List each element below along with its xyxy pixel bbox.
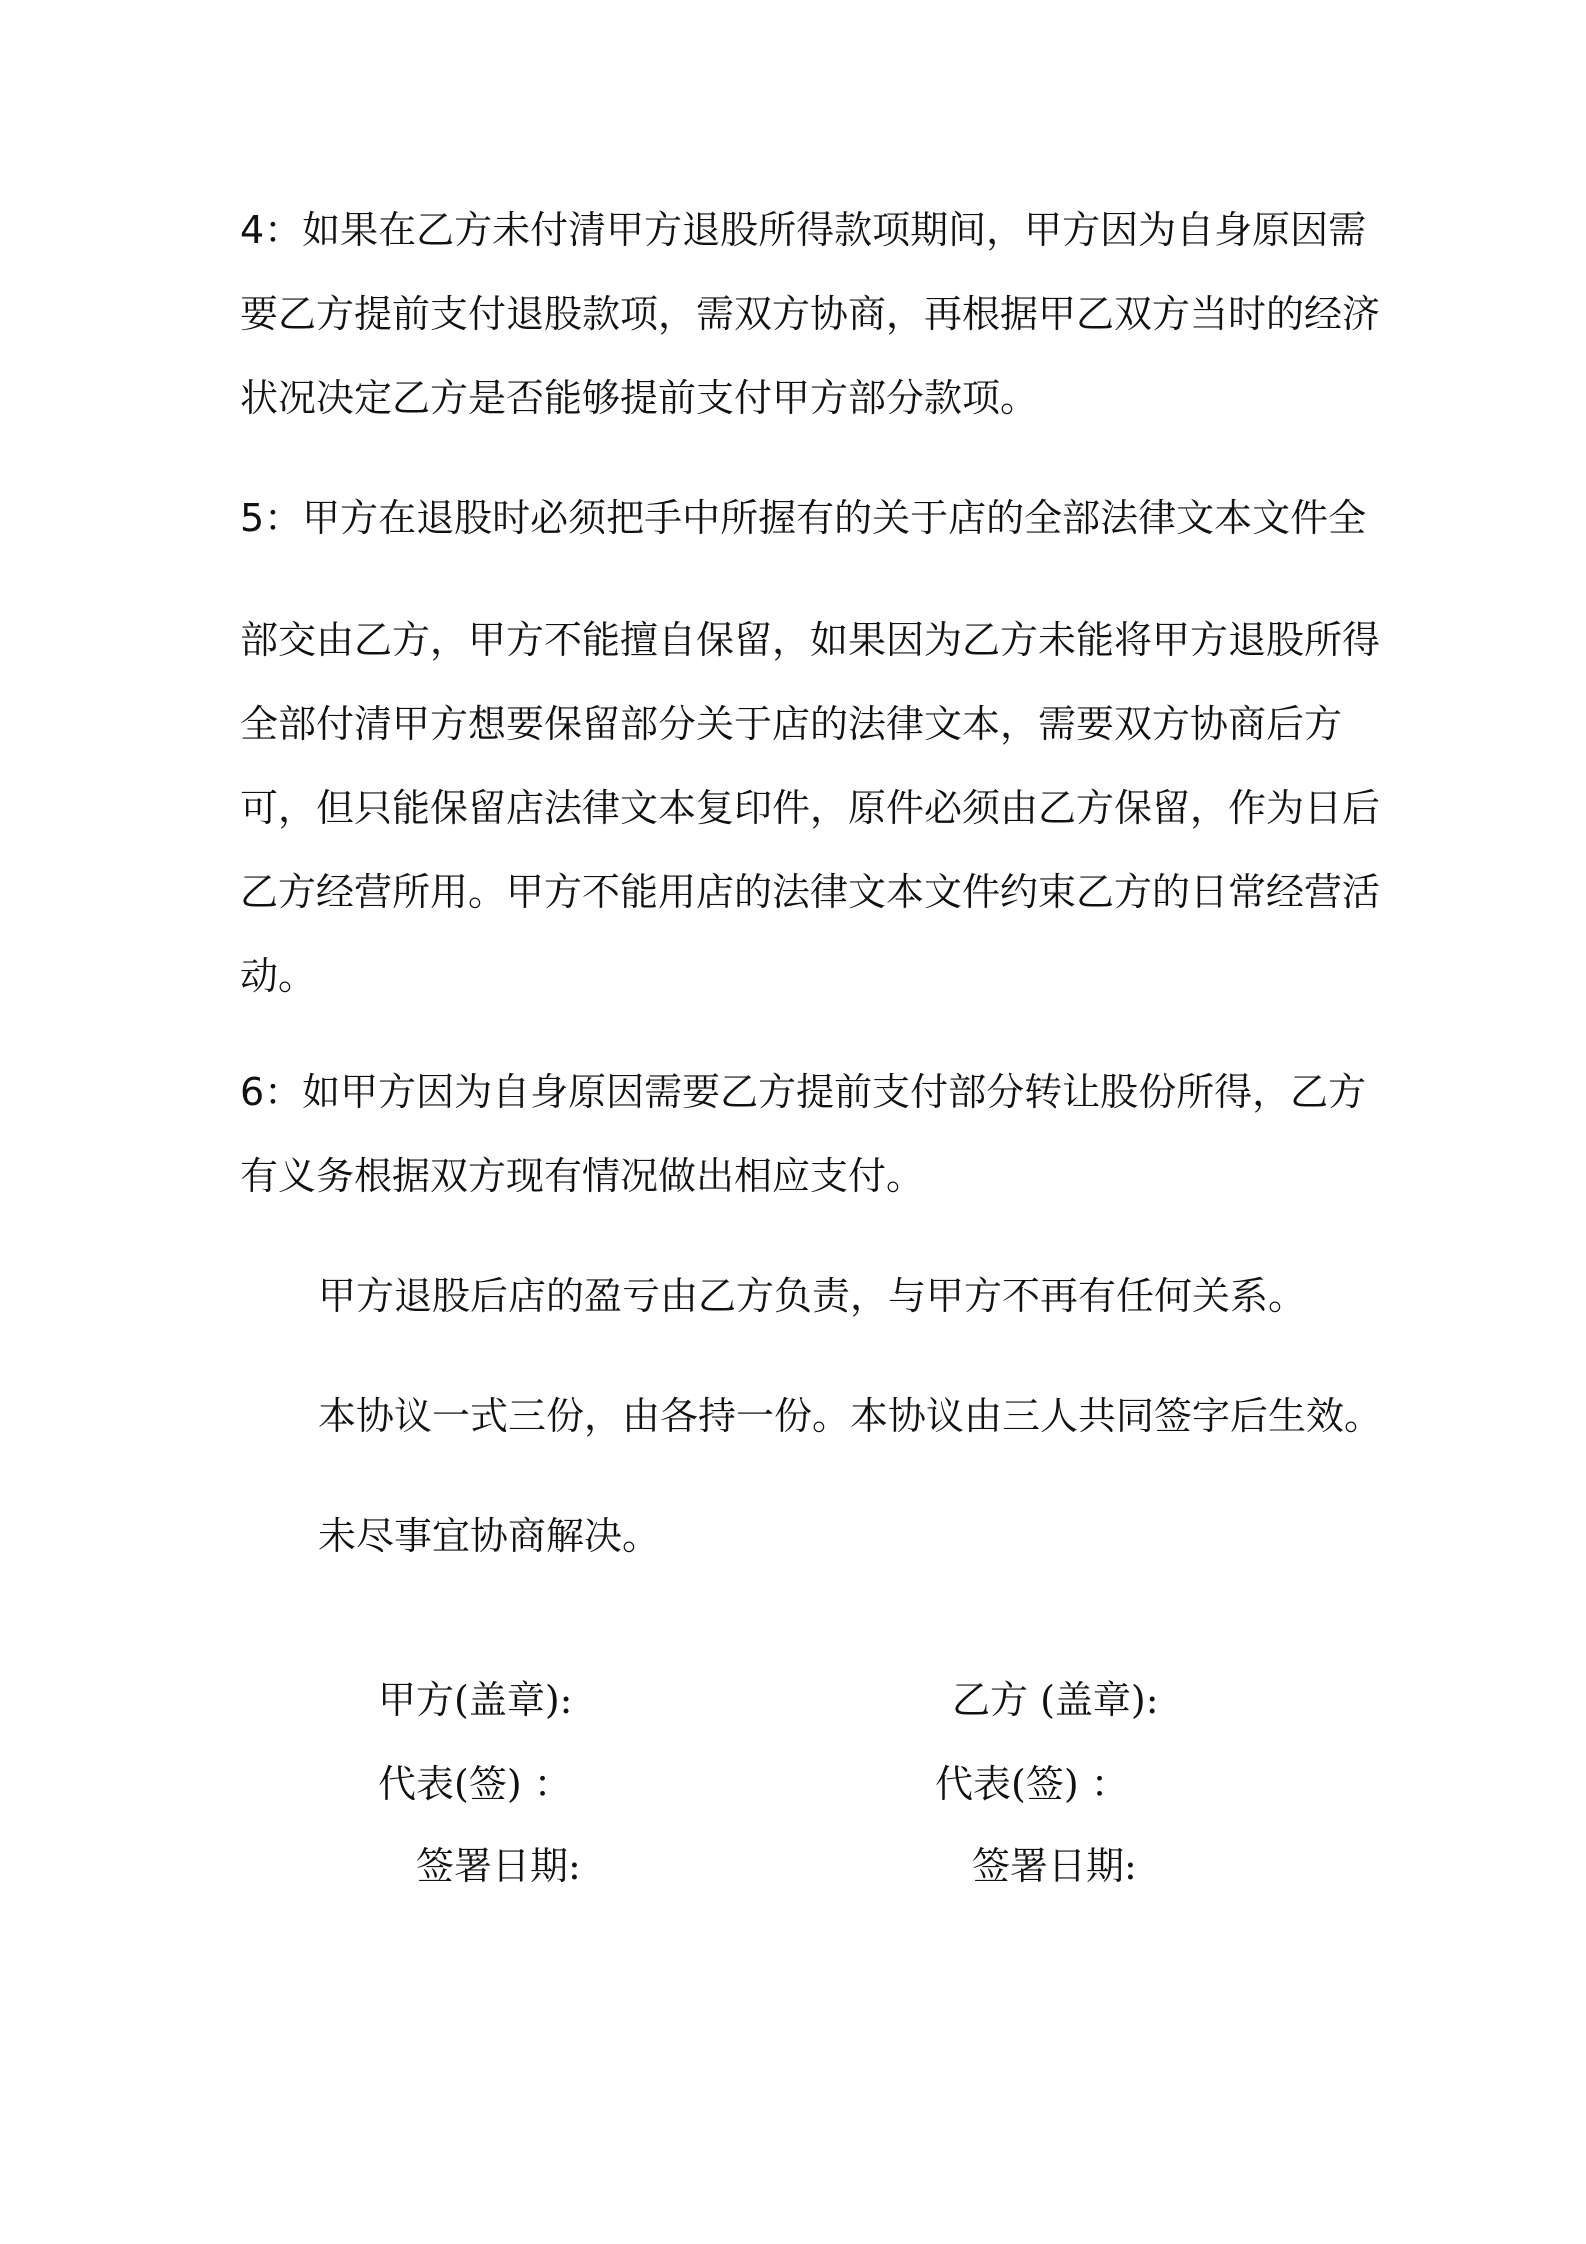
statement-unresolved-matters: 未尽事宜协商解决。 [318, 1514, 661, 1558]
clause-5-line: 部交由乙方，甲方不能擅自保留，如果因为乙方未能将甲方退股所得 [240, 618, 1381, 662]
clause-5-body [240, 598, 1381, 1018]
party-b-representative-label: 代表(签) ： [935, 1762, 1129, 1806]
clause-5-line: 动。 [240, 954, 317, 998]
party-a-seal-label: 甲方(盖章): [378, 1678, 573, 1722]
clause-5-line: 可，但只能保留店法律文本复印件，原件必须由乙方保留，作为日后 [240, 786, 1381, 830]
clause-5-heading [240, 476, 1367, 560]
statement-copies: 本协议一式三份，由各持一份。本协议由三人共同签字后生效。 [318, 1394, 1383, 1438]
party-b-seal-label: 乙方 (盖章): [952, 1678, 1159, 1722]
clause-4-line: 要乙方提前支付退股款项，需双方协商，再根据甲乙双方当时的经济 [240, 292, 1381, 336]
party-b-date-label: 签署日期: [972, 1844, 1137, 1888]
clause-5-line: 全部付清甲方想要保留部分关于店的法律文本，需要双方协商后方 [240, 702, 1343, 746]
clause-4 [240, 188, 1381, 440]
clause-5-line: 乙方经营所用。甲方不能用店的法律文本文件约束乙方的日常经营活 [240, 870, 1381, 914]
party-a-date-label: 签署日期: [416, 1844, 581, 1888]
clause-5-head-line: 5：甲方在退股时必须把手中所握有的关于店的全部法律文本文件全 [240, 496, 1367, 540]
clause-4-line: 状况决定乙方是否能够提前支付甲方部分款项。 [240, 376, 1039, 420]
clause-6 [240, 1050, 1367, 1218]
party-a-representative-label: 代表(签) ： [378, 1762, 572, 1806]
clause-4-line: 4：如果在乙方未付清甲方退股所得款项期间，甲方因为自身原因需 [240, 208, 1367, 252]
clause-6-line: 有义务根据双方现有情况做出相应支付。 [240, 1154, 925, 1198]
clause-6-line: 6：如甲方因为自身原因需要乙方提前支付部分转让股份所得，乙方 [240, 1070, 1367, 1114]
statement-profit-loss: 甲方退股后店的盈亏由乙方负责，与甲方不再有任何关系。 [318, 1274, 1307, 1318]
